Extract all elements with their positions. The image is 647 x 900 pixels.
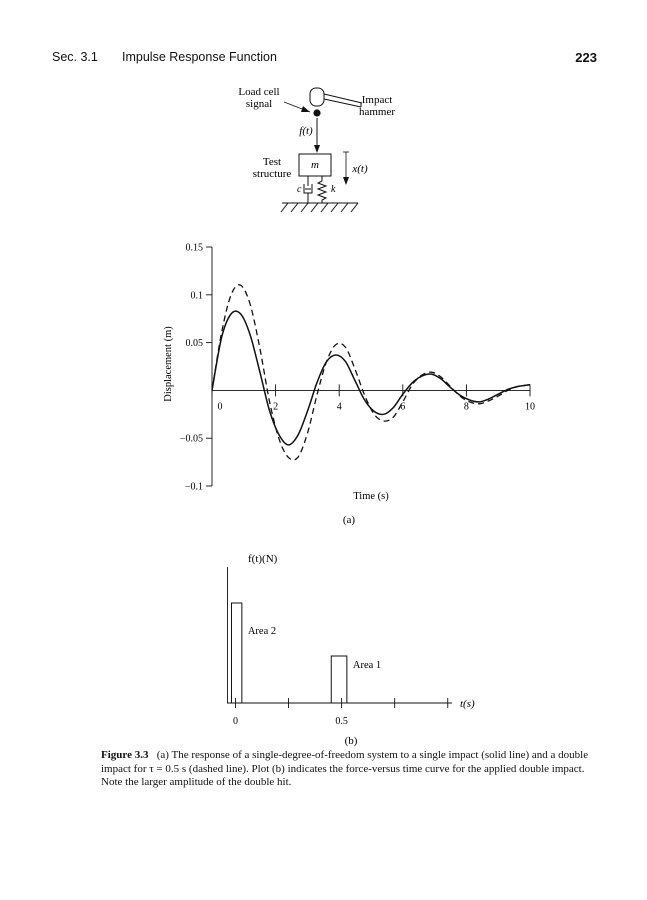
y-axis-label: Displacement (m) — [163, 326, 174, 402]
damper-label: c — [297, 184, 302, 195]
impact-test-schematic — [238, 86, 395, 212]
figure-caption — [101, 749, 601, 790]
x-tick-label: 6 — [400, 401, 406, 413]
spring-label: k — [331, 184, 336, 195]
force-arrowhead — [314, 145, 320, 153]
ground-hatch — [281, 203, 358, 212]
time-tick-label: 0 — [232, 716, 238, 727]
x-tick-label: 0 — [217, 401, 223, 413]
force-pulse-bar — [231, 603, 241, 703]
force-label: f(t) — [299, 125, 313, 137]
displacement-chart — [163, 243, 535, 527]
force-pulses — [231, 603, 381, 703]
y-tick-label: −0.05 — [179, 433, 203, 445]
force-pulse-bar — [331, 656, 347, 703]
x-tick-label: 10 — [525, 401, 535, 413]
pulse-area-label: Area 2 — [247, 626, 277, 637]
time-ticks — [233, 698, 448, 727]
hammer-label-line1: Impact — [361, 94, 393, 106]
x-tick-label: 4 — [336, 401, 342, 413]
mass-label: m — [311, 159, 319, 171]
hammer-icon — [310, 88, 362, 107]
displacement-label: x(t) — [352, 163, 368, 175]
load-cell-label-line1: Load cell — [238, 86, 280, 98]
time-tick-label: 0.5 — [335, 716, 348, 727]
force-pulse-chart — [227, 553, 475, 747]
page-number: 223 — [575, 50, 597, 65]
hammer-label-line2: hammer — [358, 106, 396, 118]
time-axis-label: t(s) — [460, 698, 475, 710]
caption-text: (a) The response of a single-degree-of-freedom system to a single impact (solid line) and a double impact for τ = 0.5 s (dashed line). Plot (b) indicates the force-versus time curve for the applied double impact. Note the larger amplitude of the double hit. — [101, 749, 589, 788]
load-cell-arrowhead — [301, 106, 310, 112]
y-tick-label: 0.15 — [185, 242, 203, 254]
y-tick-label: −0.1 — [184, 481, 203, 493]
spring-icon — [318, 176, 326, 203]
x-ticks — [212, 384, 535, 412]
pulse-area-label: Area 1 — [352, 660, 382, 671]
x-tick-label: 8 — [463, 401, 469, 413]
displacement-arrowhead — [343, 177, 349, 185]
panel-label-b: (b) — [344, 735, 358, 747]
section-number: Sec. 3.1 — [52, 50, 98, 64]
figure-label: Figure 3.3 — [101, 749, 149, 761]
test-structure-label-line2: structure — [252, 168, 292, 180]
y-tick-label: 0.05 — [185, 338, 203, 350]
x-tick-label: 2 — [273, 401, 279, 413]
force-axis-label: f(t)(N) — [248, 553, 278, 565]
running-title: Impulse Response Function — [122, 50, 277, 64]
series-single-impact-line — [212, 311, 530, 445]
x-axis-label: Time (s) — [353, 491, 389, 502]
damper-icon — [304, 176, 312, 203]
load-cell-label-line2: signal — [245, 98, 273, 110]
load-cell-dot — [313, 109, 320, 116]
panel-label-a: (a) — [342, 514, 356, 526]
y-ticks — [180, 243, 212, 493]
test-structure-label-line1: Test — [262, 156, 282, 168]
y-tick-label: 0.1 — [190, 290, 203, 302]
